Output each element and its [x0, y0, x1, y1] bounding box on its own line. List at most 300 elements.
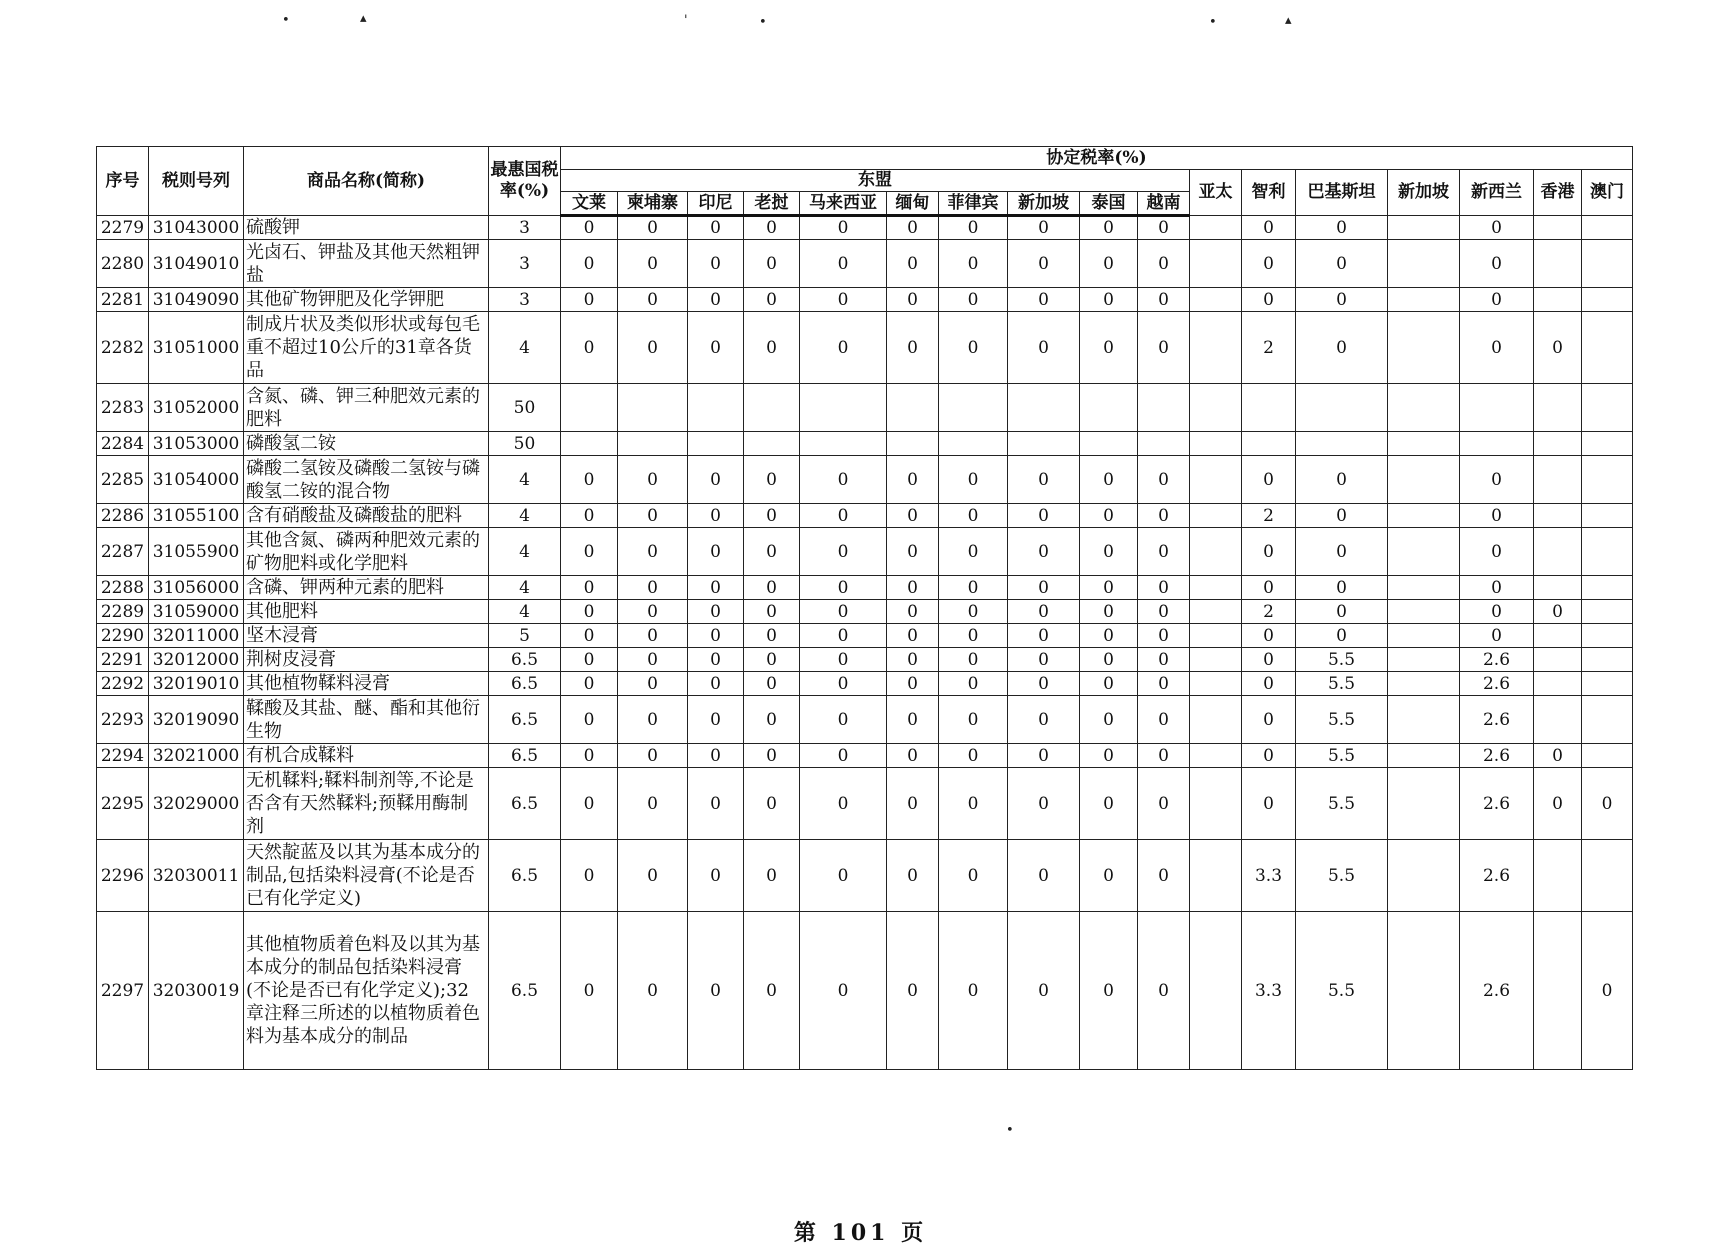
- cell-asean-rate: 0: [1008, 504, 1080, 528]
- cell-asean-rate: 0: [887, 840, 939, 912]
- cell-mfn: 3: [489, 240, 561, 288]
- cell-asean-rate: 0: [887, 576, 939, 600]
- cell-partner-rate: [1388, 576, 1460, 600]
- cell-partner-rate: 0: [1460, 576, 1534, 600]
- cell-asean-rate: 0: [561, 912, 618, 1070]
- cell-name: 荆树皮浸膏: [244, 648, 489, 672]
- cell-mfn: 50: [489, 384, 561, 432]
- header-partner: 澳门: [1582, 170, 1633, 216]
- cell-asean-rate: 0: [561, 768, 618, 840]
- cell-partner-rate: [1296, 432, 1388, 456]
- cell-partner-rate: [1582, 504, 1633, 528]
- cell-partner-rate: [1190, 600, 1242, 624]
- cell-code: 31056000: [149, 576, 244, 600]
- cell-asean-rate: 0: [744, 456, 800, 504]
- cell-asean-rate: 0: [1080, 648, 1138, 672]
- cell-code: 31055900: [149, 528, 244, 576]
- cell-mfn: 4: [489, 504, 561, 528]
- cell-mfn: 50: [489, 432, 561, 456]
- cell-asean-rate: 0: [1138, 240, 1190, 288]
- cell-asean-rate: 0: [887, 744, 939, 768]
- cell-asean-rate: [800, 384, 887, 432]
- cell-name: 其他含氮、磷两种肥效元素的矿物肥料或化学肥料: [244, 528, 489, 576]
- cell-partner-rate: [1190, 912, 1242, 1070]
- cell-asean-rate: 0: [618, 312, 688, 384]
- table-row: [97, 600, 1633, 624]
- cell-asean-rate: 0: [618, 288, 688, 312]
- cell-name: 光卤石、钾盐及其他天然粗钾盐: [244, 240, 489, 288]
- cell-partner-rate: 0: [1582, 768, 1633, 840]
- cell-asean-rate: 0: [688, 576, 744, 600]
- cell-mfn: 4: [489, 312, 561, 384]
- cell-seq: 2279: [97, 216, 149, 240]
- cell-asean-rate: [744, 432, 800, 456]
- cell-mfn: 6.5: [489, 912, 561, 1070]
- cell-partner-rate: 0: [1534, 312, 1582, 384]
- cell-seq: 2286: [97, 504, 149, 528]
- table-row: [97, 696, 1633, 744]
- cell-asean-rate: 0: [744, 216, 800, 240]
- cell-asean-rate: 0: [939, 624, 1008, 648]
- cell-code: 32019010: [149, 672, 244, 696]
- cell-seq: 2284: [97, 432, 149, 456]
- cell-asean-rate: 0: [744, 600, 800, 624]
- cell-asean-rate: 0: [618, 456, 688, 504]
- header-asean-country: 缅甸: [887, 192, 939, 216]
- table-row: [97, 912, 1633, 1070]
- cell-asean-rate: 0: [800, 648, 887, 672]
- cell-asean-rate: 0: [618, 600, 688, 624]
- cell-asean-rate: [887, 432, 939, 456]
- cell-partner-rate: [1534, 288, 1582, 312]
- cell-asean-rate: 0: [800, 216, 887, 240]
- table-row: [97, 672, 1633, 696]
- cell-asean-rate: 0: [1008, 312, 1080, 384]
- cell-mfn: 6.5: [489, 696, 561, 744]
- cell-asean-rate: 0: [618, 240, 688, 288]
- cell-partner-rate: [1582, 456, 1633, 504]
- cell-asean-rate: [561, 432, 618, 456]
- cell-name: 含氮、磷、钾三种肥效元素的肥料: [244, 384, 489, 432]
- cell-partner-rate: 3.3: [1242, 840, 1296, 912]
- cell-partner-rate: 0: [1534, 600, 1582, 624]
- header-asean-country: 老挝: [744, 192, 800, 216]
- cell-asean-rate: 0: [744, 624, 800, 648]
- cell-partner-rate: [1388, 696, 1460, 744]
- cell-asean-rate: 0: [1138, 912, 1190, 1070]
- cell-partner-rate: [1534, 456, 1582, 504]
- cell-asean-rate: [744, 384, 800, 432]
- cell-code: 32021000: [149, 744, 244, 768]
- cell-partner-rate: [1190, 672, 1242, 696]
- cell-partner-rate: [1582, 624, 1633, 648]
- header-partner: 亚太: [1190, 170, 1242, 216]
- cell-name: 其他肥料: [244, 600, 489, 624]
- cell-asean-rate: 0: [1080, 768, 1138, 840]
- cell-asean-rate: 0: [561, 840, 618, 912]
- cell-asean-rate: 0: [887, 600, 939, 624]
- cell-code: 32029000: [149, 768, 244, 840]
- cell-asean-rate: 0: [939, 456, 1008, 504]
- header-partner: 香港: [1534, 170, 1582, 216]
- cell-seq: 2294: [97, 744, 149, 768]
- cell-code: 32011000: [149, 624, 244, 648]
- cell-partner-rate: 2.6: [1460, 648, 1534, 672]
- cell-asean-rate: 0: [1080, 216, 1138, 240]
- cell-asean-rate: 0: [939, 528, 1008, 576]
- cell-partner-rate: 5.5: [1296, 912, 1388, 1070]
- cell-partner-rate: 0: [1242, 744, 1296, 768]
- cell-asean-rate: 0: [744, 528, 800, 576]
- cell-asean-rate: 0: [744, 312, 800, 384]
- cell-partner-rate: [1388, 912, 1460, 1070]
- cell-asean-rate: 0: [887, 672, 939, 696]
- cell-asean-rate: 0: [939, 744, 1008, 768]
- page-number: 第 101 页: [793, 1220, 928, 1246]
- cell-name: 鞣酸及其盐、醚、酯和其他衍生物: [244, 696, 489, 744]
- cell-seq: 2295: [97, 768, 149, 840]
- cell-partner-rate: [1388, 840, 1460, 912]
- cell-asean-rate: 0: [618, 648, 688, 672]
- cell-mfn: 3: [489, 288, 561, 312]
- table-row: [97, 576, 1633, 600]
- cell-mfn: 4: [489, 576, 561, 600]
- cell-asean-rate: 0: [561, 528, 618, 576]
- cell-seq: 2283: [97, 384, 149, 432]
- cell-partner-rate: 0: [1242, 648, 1296, 672]
- cell-asean-rate: 0: [939, 312, 1008, 384]
- header-partner: 新加坡: [1388, 170, 1460, 216]
- table-row: [97, 216, 1633, 240]
- header-asean-country: 马来西亚: [800, 192, 887, 216]
- cell-partner-rate: 0: [1460, 600, 1534, 624]
- cell-partner-rate: [1242, 384, 1296, 432]
- cell-code: 32030011: [149, 840, 244, 912]
- cell-asean-rate: [1008, 384, 1080, 432]
- cell-asean-rate: [1080, 384, 1138, 432]
- cell-asean-rate: 0: [618, 672, 688, 696]
- cell-asean-rate: 0: [1138, 696, 1190, 744]
- cell-partner-rate: 0: [1534, 768, 1582, 840]
- cell-partner-rate: [1190, 744, 1242, 768]
- cell-code: 32030019: [149, 912, 244, 1070]
- cell-asean-rate: 0: [1008, 696, 1080, 744]
- cell-asean-rate: 0: [688, 456, 744, 504]
- cell-partner-rate: 0: [1460, 288, 1534, 312]
- cell-seq: 2281: [97, 288, 149, 312]
- cell-partner-rate: 5.5: [1296, 768, 1388, 840]
- cell-code: 31051000: [149, 312, 244, 384]
- cell-asean-rate: 0: [1138, 288, 1190, 312]
- cell-asean-rate: 0: [561, 288, 618, 312]
- cell-asean-rate: 0: [688, 696, 744, 744]
- cell-code: 32019090: [149, 696, 244, 744]
- cell-asean-rate: 0: [939, 240, 1008, 288]
- cell-partner-rate: 2: [1242, 600, 1296, 624]
- cell-partner-rate: 0: [1242, 672, 1296, 696]
- cell-partner-rate: [1190, 240, 1242, 288]
- cell-asean-rate: 0: [800, 696, 887, 744]
- cell-asean-rate: 0: [744, 912, 800, 1070]
- cell-asean-rate: 0: [1080, 696, 1138, 744]
- cell-seq: 2290: [97, 624, 149, 648]
- cell-partner-rate: [1190, 216, 1242, 240]
- cell-asean-rate: 0: [561, 696, 618, 744]
- cell-partner-rate: [1582, 312, 1633, 384]
- cell-asean-rate: 0: [1080, 528, 1138, 576]
- header-asean-country: 越南: [1138, 192, 1190, 216]
- cell-asean-rate: 0: [688, 528, 744, 576]
- cell-partner-rate: 0: [1296, 504, 1388, 528]
- cell-partner-rate: 5.5: [1296, 648, 1388, 672]
- cell-asean-rate: 0: [744, 672, 800, 696]
- cell-partner-rate: 0: [1296, 312, 1388, 384]
- cell-mfn: 4: [489, 528, 561, 576]
- cell-asean-rate: 0: [688, 672, 744, 696]
- cell-asean-rate: 0: [1080, 600, 1138, 624]
- header-asean-country: 印尼: [688, 192, 744, 216]
- cell-asean-rate: 0: [800, 672, 887, 696]
- cell-code: 31059000: [149, 600, 244, 624]
- table-row: [97, 624, 1633, 648]
- cell-asean-rate: 0: [1138, 744, 1190, 768]
- cell-asean-rate: 0: [1138, 216, 1190, 240]
- cell-asean-rate: 0: [1138, 504, 1190, 528]
- cell-partner-rate: 2: [1242, 312, 1296, 384]
- header-asean: 东盟: [561, 170, 1190, 192]
- cell-asean-rate: 0: [939, 696, 1008, 744]
- cell-seq: 2282: [97, 312, 149, 384]
- cell-partner-rate: [1388, 624, 1460, 648]
- cell-partner-rate: [1534, 672, 1582, 696]
- cell-partner-rate: [1388, 504, 1460, 528]
- cell-partner-rate: [1388, 528, 1460, 576]
- cell-name: 有机合成鞣料: [244, 744, 489, 768]
- cell-asean-rate: 0: [1008, 624, 1080, 648]
- cell-asean-rate: 0: [1008, 288, 1080, 312]
- scan-speck: •: [282, 13, 290, 28]
- cell-asean-rate: [800, 432, 887, 456]
- table-row: [97, 744, 1633, 768]
- cell-partner-rate: 0: [1296, 600, 1388, 624]
- cell-partner-rate: [1534, 648, 1582, 672]
- table-row: [97, 240, 1633, 288]
- cell-partner-rate: [1534, 504, 1582, 528]
- cell-partner-rate: [1534, 432, 1582, 456]
- cell-asean-rate: 0: [561, 600, 618, 624]
- cell-asean-rate: 0: [800, 288, 887, 312]
- cell-asean-rate: 0: [744, 576, 800, 600]
- cell-asean-rate: 0: [561, 576, 618, 600]
- cell-partner-rate: 0: [1460, 312, 1534, 384]
- cell-code: 31049090: [149, 288, 244, 312]
- cell-partner-rate: [1582, 576, 1633, 600]
- cell-asean-rate: 0: [1080, 576, 1138, 600]
- cell-mfn: 5: [489, 624, 561, 648]
- cell-partner-rate: [1582, 240, 1633, 288]
- cell-seq: 2297: [97, 912, 149, 1070]
- cell-asean-rate: 0: [1138, 456, 1190, 504]
- cell-partner-rate: [1582, 600, 1633, 624]
- cell-partner-rate: 0: [1296, 528, 1388, 576]
- cell-code: 31055100: [149, 504, 244, 528]
- cell-asean-rate: 0: [561, 456, 618, 504]
- cell-partner-rate: [1388, 288, 1460, 312]
- cell-asean-rate: 0: [887, 768, 939, 840]
- cell-asean-rate: 0: [688, 648, 744, 672]
- cell-asean-rate: 0: [939, 912, 1008, 1070]
- cell-asean-rate: 0: [688, 312, 744, 384]
- cell-partner-rate: 0: [1242, 528, 1296, 576]
- cell-asean-rate: 0: [1008, 744, 1080, 768]
- cell-asean-rate: 0: [800, 744, 887, 768]
- cell-partner-rate: 0: [1460, 624, 1534, 648]
- cell-asean-rate: 0: [1138, 576, 1190, 600]
- cell-code: 31053000: [149, 432, 244, 456]
- scan-speck: •: [1209, 15, 1217, 30]
- cell-asean-rate: 0: [688, 288, 744, 312]
- cell-asean-rate: 0: [561, 672, 618, 696]
- cell-asean-rate: 0: [1008, 912, 1080, 1070]
- cell-asean-rate: 0: [1008, 216, 1080, 240]
- cell-asean-rate: 0: [939, 768, 1008, 840]
- cell-asean-rate: 0: [1138, 624, 1190, 648]
- header-asean-country: 文莱: [561, 192, 618, 216]
- table-row: [97, 768, 1633, 840]
- cell-asean-rate: 0: [1138, 528, 1190, 576]
- scan-speck: ▴: [360, 11, 367, 26]
- cell-code: 31049010: [149, 240, 244, 288]
- cell-partner-rate: [1388, 384, 1460, 432]
- cell-partner-rate: [1190, 288, 1242, 312]
- cell-partner-rate: 0: [1460, 240, 1534, 288]
- cell-asean-rate: [1138, 384, 1190, 432]
- table-row: [97, 648, 1633, 672]
- cell-asean-rate: 0: [688, 840, 744, 912]
- cell-seq: 2280: [97, 240, 149, 288]
- cell-partner-rate: [1534, 624, 1582, 648]
- cell-code: 31054000: [149, 456, 244, 504]
- cell-mfn: 6.5: [489, 744, 561, 768]
- cell-asean-rate: 0: [887, 624, 939, 648]
- cell-name: 无机鞣料;鞣料制剂等,不论是否含有天然鞣料;预鞣用酶制剂: [244, 768, 489, 840]
- cell-asean-rate: 0: [688, 216, 744, 240]
- cell-asean-rate: 0: [1008, 840, 1080, 912]
- cell-name: 天然靛蓝及以其为基本成分的制品,包括染料浸膏(不论是否已有化学定义): [244, 840, 489, 912]
- scan-speck: •: [759, 15, 767, 30]
- cell-asean-rate: 0: [561, 624, 618, 648]
- cell-asean-rate: 0: [800, 312, 887, 384]
- cell-partner-rate: [1190, 528, 1242, 576]
- cell-asean-rate: 0: [939, 672, 1008, 696]
- cell-partner-rate: 3.3: [1242, 912, 1296, 1070]
- cell-name: 含有硝酸盐及磷酸盐的肥料: [244, 504, 489, 528]
- cell-asean-rate: 0: [939, 504, 1008, 528]
- cell-partner-rate: 0: [1242, 288, 1296, 312]
- cell-partner-rate: [1190, 624, 1242, 648]
- cell-partner-rate: [1190, 456, 1242, 504]
- cell-mfn: 6.5: [489, 672, 561, 696]
- cell-asean-rate: 0: [887, 528, 939, 576]
- header-seq: 序号: [97, 147, 149, 216]
- cell-partner-rate: 0: [1582, 912, 1633, 1070]
- cell-asean-rate: 0: [561, 240, 618, 288]
- cell-partner-rate: [1296, 384, 1388, 432]
- cell-asean-rate: 0: [744, 240, 800, 288]
- cell-partner-rate: 5.5: [1296, 744, 1388, 768]
- cell-code: 32012000: [149, 648, 244, 672]
- cell-name: 制成片状及类似形状或每包毛重不超过10公斤的31章各货品: [244, 312, 489, 384]
- cell-asean-rate: 0: [939, 600, 1008, 624]
- cell-asean-rate: 0: [1008, 600, 1080, 624]
- cell-partner-rate: 2.6: [1460, 744, 1534, 768]
- cell-seq: 2296: [97, 840, 149, 912]
- cell-asean-rate: 0: [887, 216, 939, 240]
- cell-partner-rate: [1582, 288, 1633, 312]
- cell-asean-rate: 0: [1008, 456, 1080, 504]
- table-body: [97, 216, 1633, 1070]
- cell-seq: 2287: [97, 528, 149, 576]
- cell-partner-rate: 2.6: [1460, 696, 1534, 744]
- cell-partner-rate: [1534, 696, 1582, 744]
- cell-asean-rate: 0: [1138, 312, 1190, 384]
- cell-asean-rate: 0: [1080, 288, 1138, 312]
- cell-partner-rate: [1388, 600, 1460, 624]
- cell-partner-rate: [1460, 384, 1534, 432]
- cell-asean-rate: 0: [939, 840, 1008, 912]
- table-row: [97, 456, 1633, 504]
- cell-partner-rate: [1190, 696, 1242, 744]
- cell-asean-rate: 0: [688, 240, 744, 288]
- cell-name: 坚木浸膏: [244, 624, 489, 648]
- cell-partner-rate: [1534, 384, 1582, 432]
- cell-partner-rate: [1388, 648, 1460, 672]
- cell-partner-rate: 5.5: [1296, 840, 1388, 912]
- cell-partner-rate: 0: [1534, 744, 1582, 768]
- cell-partner-rate: 2.6: [1460, 672, 1534, 696]
- cell-name: 含磷、钾两种元素的肥料: [244, 576, 489, 600]
- cell-asean-rate: 0: [1138, 648, 1190, 672]
- cell-asean-rate: 0: [939, 216, 1008, 240]
- cell-asean-rate: [618, 384, 688, 432]
- cell-asean-rate: 0: [688, 744, 744, 768]
- cell-asean-rate: [939, 384, 1008, 432]
- cell-asean-rate: 0: [1080, 504, 1138, 528]
- cell-asean-rate: 0: [618, 840, 688, 912]
- cell-name: 其他植物鞣料浸膏: [244, 672, 489, 696]
- cell-partner-rate: [1242, 432, 1296, 456]
- header-agreement: 协定税率(%): [561, 147, 1633, 170]
- cell-partner-rate: [1582, 744, 1633, 768]
- cell-partner-rate: [1582, 528, 1633, 576]
- cell-asean-rate: 0: [688, 912, 744, 1070]
- cell-asean-rate: 0: [744, 504, 800, 528]
- header-code: 税则号列: [149, 147, 244, 216]
- table-row: [97, 528, 1633, 576]
- cell-partner-rate: 0: [1242, 576, 1296, 600]
- cell-partner-rate: [1534, 840, 1582, 912]
- cell-partner-rate: 0: [1460, 216, 1534, 240]
- cell-partner-rate: 2: [1242, 504, 1296, 528]
- cell-asean-rate: 0: [618, 912, 688, 1070]
- cell-partner-rate: [1534, 216, 1582, 240]
- cell-asean-rate: 0: [800, 240, 887, 288]
- cell-name: 磷酸氢二铵: [244, 432, 489, 456]
- cell-name: 硫酸钾: [244, 216, 489, 240]
- header-asean-country: 泰国: [1080, 192, 1138, 216]
- cell-partner-rate: [1582, 672, 1633, 696]
- cell-partner-rate: 0: [1242, 696, 1296, 744]
